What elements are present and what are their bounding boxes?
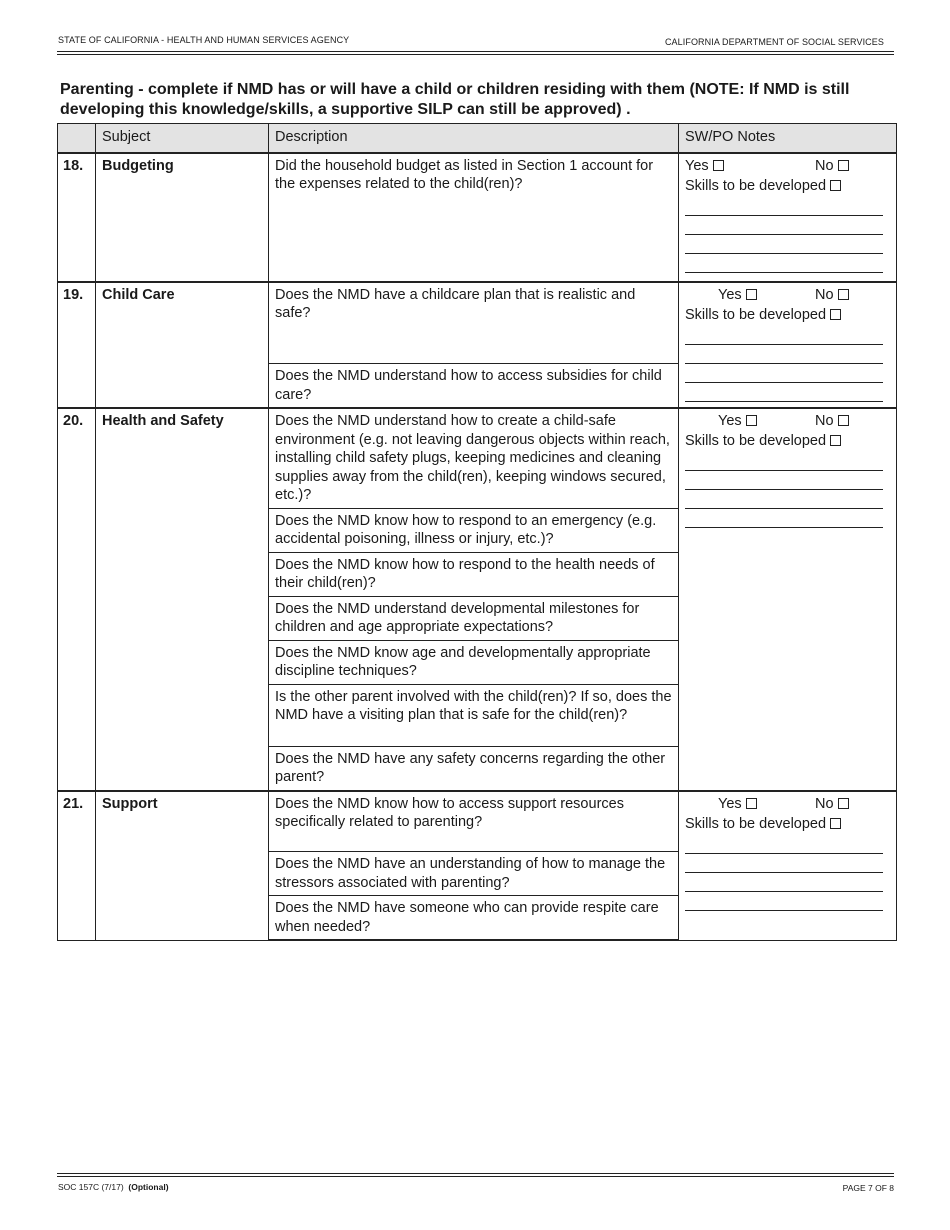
table-header-row [58,124,897,153]
notes-write-line[interactable] [685,854,883,873]
no-label: No [815,286,834,303]
notes-write-line[interactable] [685,383,883,402]
item-description: Does the NMD know how to respond to the health needs of their child(ren)? [269,552,679,596]
item-number: 20. [58,408,96,791]
item-description: Does the NMD have an understanding of how to manage the stressors associated with parenting? [269,852,679,896]
item-subject: Health and Safety [96,408,269,791]
page-number: PAGE 7 OF 8 [842,1183,894,1193]
header-rule [57,54,894,55]
notes-write-line[interactable] [685,509,883,528]
table-row [58,791,897,852]
item-subject: Budgeting [96,153,269,282]
yes-checkbox[interactable] [746,289,757,300]
skills-label: Skills to be developed [685,177,827,194]
item-subject: Support [96,791,269,941]
notes-write-line[interactable] [685,235,883,254]
item-description: Does the NMD understand developmental milestones for children and age appropriate expectations? [269,596,679,640]
section-title: Parenting - complete if NMD has or will have a child or children residing with them (NOTE: If NMD is still developing this knowledge/skills, a supportive SILP can still be approved) . [60,81,850,118]
yes-label: Yes [718,286,742,303]
notes-write-line[interactable] [685,197,883,216]
yes-checkbox[interactable] [746,798,757,809]
notes-write-line[interactable] [685,254,883,273]
item-description: Does the NMD know how to access support resources specifically related to parenting? [269,791,679,852]
skills-checkbox[interactable] [830,309,841,320]
item-description: Did the household budget as listed in Section 1 account for the expenses related to the child(ren)? [269,153,679,282]
table-row [58,408,897,508]
column-header-description: Description [269,124,679,153]
header-rule [57,51,894,52]
table-row [58,282,897,364]
skills-label: Skills to be developed [685,815,827,832]
skills-label: Skills to be developed [685,433,827,449]
item-description: Does the NMD have someone who can provide respite care when needed? [269,896,679,941]
notes-write-line[interactable] [685,326,883,345]
item-description: Does the NMD have any safety concerns regarding the other parent? [269,746,679,791]
item-number: 19. [58,282,96,409]
skills-checkbox[interactable] [830,435,841,446]
skills-checkbox[interactable] [830,818,841,829]
no-checkbox[interactable] [838,798,849,809]
item-description: Does the NMD know how to respond to an emergency (e.g. accidental poisoning, illness or injury, etc.)? [269,508,679,552]
item-number: 21. [58,791,96,941]
notes-write-line[interactable] [685,364,883,383]
department-name: CALIFORNIA DEPARTMENT OF SOCIAL SERVICES [664,37,884,47]
item-description: Does the NMD have a childcare plan that is realistic and safe? [269,282,679,364]
form-number: SOC 157C (7/17) [58,1182,124,1192]
yes-label: Yes [685,157,709,174]
yes-checkbox[interactable] [746,415,757,426]
notes-write-line[interactable] [685,873,883,892]
item-description: Does the NMD know age and developmentally appropriate discipline techniques? [269,640,679,684]
agency-name: STATE OF CALIFORNIA - HEALTH AND HUMAN SERVICES AGENCY [58,35,350,45]
form-id [58,1182,169,1192]
item-description: Does the NMD understand how to create a child-safe environment (e.g. not leaving dangerous objects within reach, installing child safety plugs, keeping medicines and cleaning supplies away from the child(ren), keeping windows secured, etc.)? [269,408,679,508]
column-header-notes: SW/PO Notes [679,124,897,153]
notes-write-line[interactable] [685,892,883,911]
optional-label: (Optional) [128,1182,169,1192]
item-description: Is the other parent involved with the child(ren)? If so, does the NMD have a visiting plan that is safe for the child(ren)? [269,684,679,746]
no-checkbox[interactable] [838,289,849,300]
sw-po-notes [679,282,897,409]
notes-write-line[interactable] [685,471,883,490]
sw-po-notes [679,408,897,791]
item-description: Does the NMD understand how to access subsidies for child care? [269,364,679,409]
no-label: No [815,157,834,174]
table-row [58,153,897,282]
column-header-number [58,124,96,153]
item-subject: Child Care [96,282,269,409]
yes-checkbox[interactable] [713,160,724,171]
parenting-table [57,123,897,941]
skills-label: Skills to be developed [685,306,827,323]
no-checkbox[interactable] [838,160,849,171]
notes-write-line[interactable] [685,216,883,235]
skills-checkbox[interactable] [830,180,841,191]
no-checkbox[interactable] [838,415,849,426]
footer-rule [57,1176,894,1177]
no-label: No [815,795,834,812]
notes-write-line[interactable] [685,490,883,509]
notes-write-line[interactable] [685,345,883,364]
notes-write-line[interactable] [685,835,883,854]
yes-label: Yes [718,795,742,812]
footer-rule [57,1173,894,1174]
notes-write-line[interactable] [685,452,883,471]
sw-po-notes [679,791,897,941]
yes-label: Yes [718,413,742,429]
item-number: 18. [58,153,96,282]
sw-po-notes [679,153,897,282]
no-label: No [815,413,834,429]
column-header-subject: Subject [96,124,269,153]
